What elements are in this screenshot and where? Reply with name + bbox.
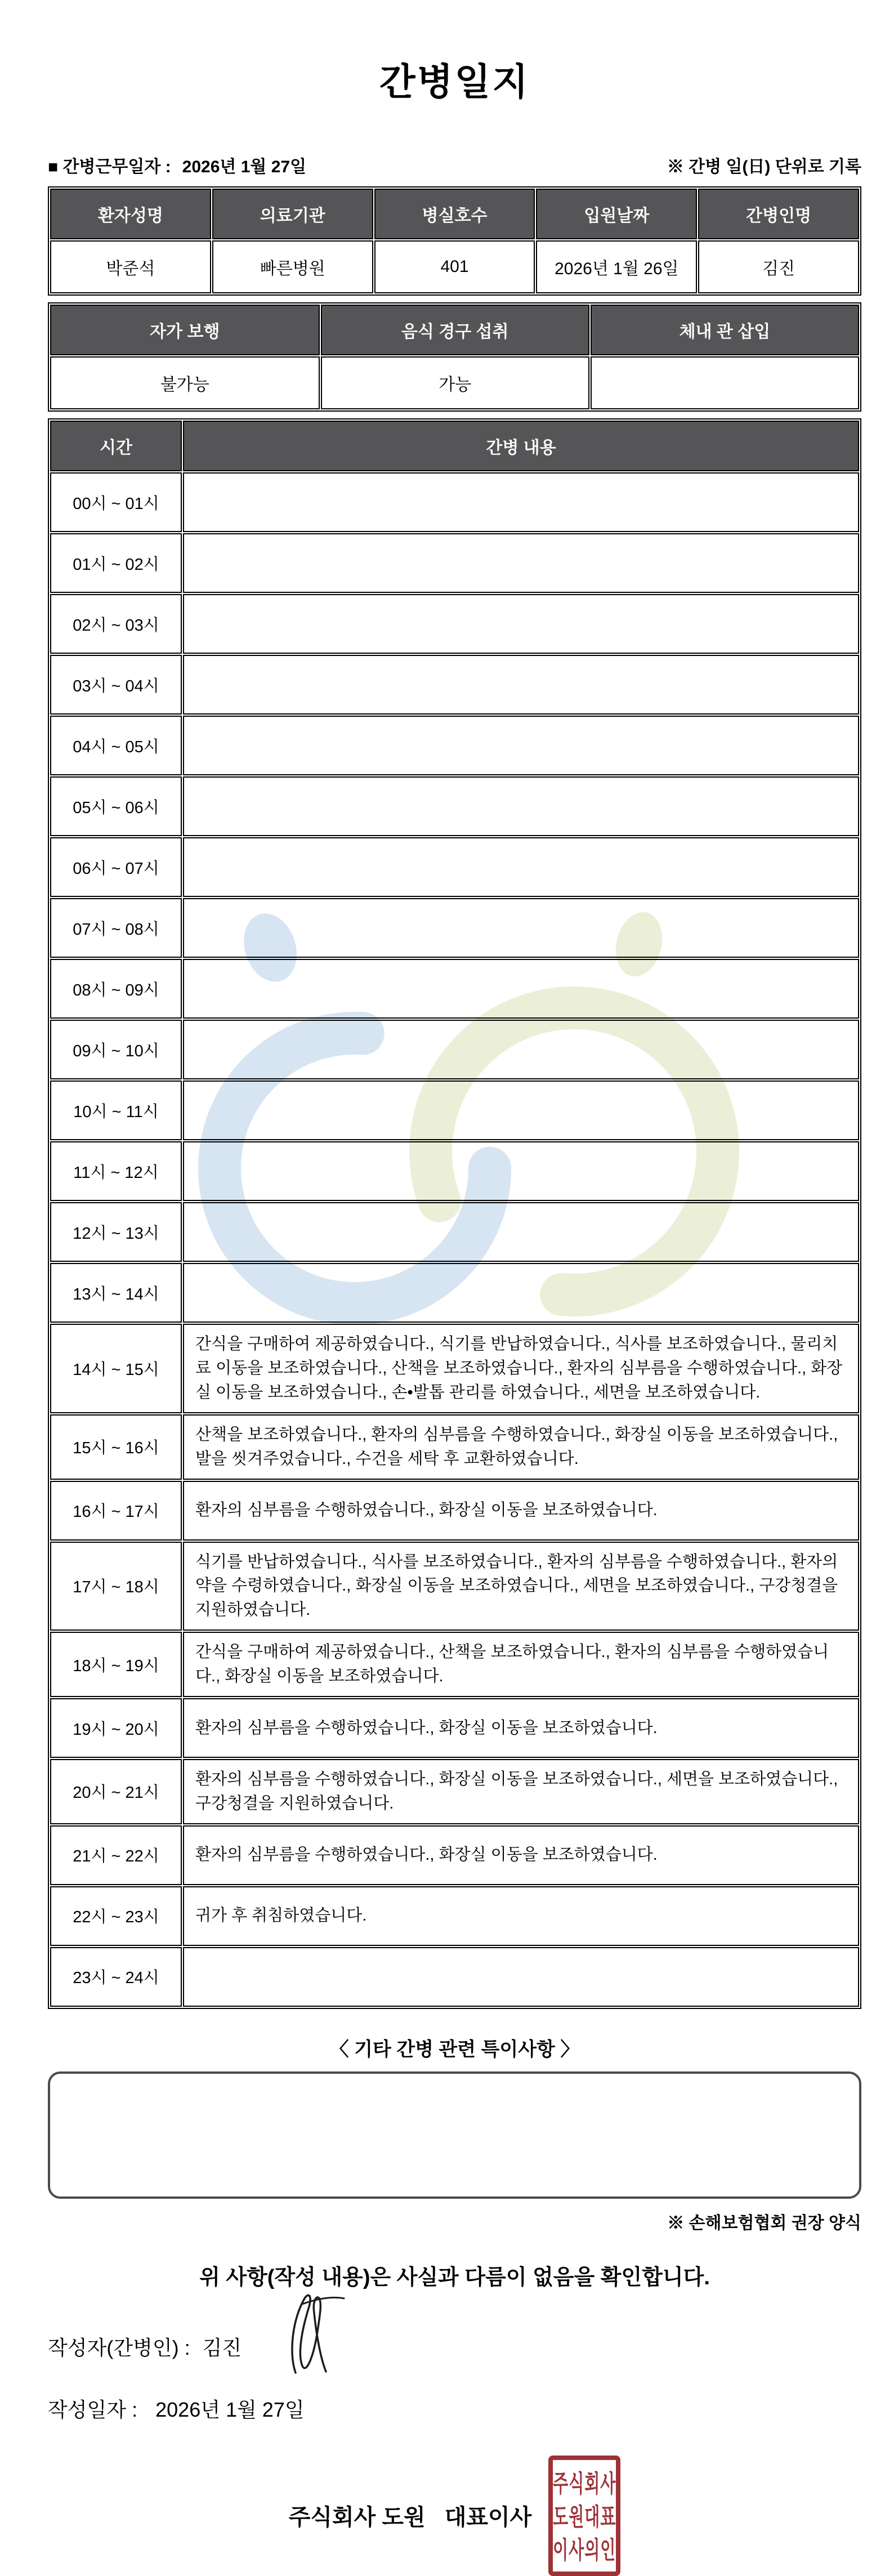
care-row-11 (50, 1141, 859, 1201)
status-header-tube: 체내 관 삽입 (591, 305, 859, 355)
stamp-line: 도원대표 (553, 2503, 616, 2531)
care-content: 간식을 구매하여 제공하였습니다., 식기를 반납하였습니다., 식사를 보조하였습니다., 물리치료 이동을 보조하였습니다., 산책을 보조하였습니다., 환자의 심부름을 수행하였습니다., 화장실 이동을 보조하였습니다., 손•발톱 관리를 하였습니다., 세면을 보조하였습니다. (183, 1324, 859, 1413)
care-time: 22시 ~ 23시 (50, 1886, 182, 1946)
page-title: 간병일지 (379, 61, 530, 102)
table-gap (48, 296, 861, 302)
care-content (183, 716, 859, 775)
extra-notes-box (48, 2071, 861, 2199)
info-header-hospital: 의료기관 (212, 189, 373, 239)
care-row-12 (50, 1202, 859, 1262)
care-time: 14시 ~ 15시 (50, 1324, 182, 1413)
care-row-04 (50, 716, 859, 775)
care-time: 01시 ~ 02시 (50, 533, 182, 593)
writer-signature-icon (274, 2287, 347, 2377)
care-content (183, 1202, 859, 1262)
care-time: 06시 ~ 07시 (50, 837, 182, 897)
stamp-line: 주식회사 (553, 2470, 616, 2497)
written-date-value: 2026년 1월 27일 (155, 2398, 305, 2421)
patient-status-table (48, 302, 861, 412)
admission-date-value: 2026년 1월 26일 (536, 240, 697, 293)
extra-notes-heading: 〈 기타 간병 관련 특이사항 〉 (329, 2038, 580, 2060)
walking-value: 불가능 (50, 356, 320, 409)
care-row-18 (50, 1632, 859, 1697)
care-row-05 (50, 776, 859, 836)
care-row-14 (50, 1324, 859, 1413)
care-time: 17시 ~ 18시 (50, 1542, 182, 1631)
care-content (183, 1947, 859, 2007)
form-note: ※ 손해보험협회 권장 양식 (667, 2213, 861, 2233)
work-date (48, 153, 306, 177)
care-content (183, 776, 859, 836)
care-content (183, 1141, 859, 1201)
care-row-02 (50, 594, 859, 654)
care-time: 09시 ~ 10시 (50, 1020, 182, 1079)
care-row-23 (50, 1947, 859, 2007)
care-time: 15시 ~ 16시 (50, 1414, 182, 1480)
confirmation-statement: 위 사항(작성 내용)은 사실과 다름이 없음을 확인합니다. (199, 2265, 710, 2289)
care-row-01 (50, 533, 859, 593)
care-time: 19시 ~ 20시 (50, 1698, 182, 1758)
care-row-07 (50, 898, 859, 958)
caregiver-value: 김진 (698, 240, 859, 293)
care-row-19 (50, 1698, 859, 1758)
info-header-room: 병실호수 (374, 189, 535, 239)
status-header-walking: 자가 보행 (50, 305, 320, 355)
meta-row (48, 153, 861, 177)
care-content: 환자의 심부름을 수행하였습니다., 화장실 이동을 보조하였습니다. (183, 1698, 859, 1758)
care-content (183, 959, 859, 1019)
work-date-label: ■ 간병근무일자 : (48, 158, 171, 176)
room-value: 401 (374, 240, 535, 293)
care-header-content: 간병 내용 (183, 421, 859, 471)
info-header-patient-name: 환자성명 (50, 189, 211, 239)
care-time: 07시 ~ 08시 (50, 898, 182, 958)
care-content (183, 837, 859, 897)
written-date-label: 작성일자 : (48, 2398, 138, 2421)
care-row-09 (50, 1020, 859, 1079)
care-row-00 (50, 472, 859, 532)
hospital-value: 빠른병원 (212, 240, 373, 293)
care-content (183, 472, 859, 532)
care-time: 16시 ~ 17시 (50, 1481, 182, 1541)
care-time: 10시 ~ 11시 (50, 1081, 182, 1140)
care-content: 환자의 심부름을 수행하였습니다., 화장실 이동을 보조하였습니다., 세면을 보조하였습니다., 구강청결을 지원하였습니다. (183, 1759, 859, 1824)
care-content: 귀가 후 취침하였습니다. (183, 1886, 859, 1946)
company-name: 주식회사 도원 (288, 2505, 426, 2530)
writer-name: 김진 (202, 2336, 242, 2360)
writer-label: 작성자(간병인) : (48, 2336, 190, 2360)
care-header-row (50, 421, 859, 471)
care-row-16 (50, 1481, 859, 1541)
care-row-08 (50, 959, 859, 1019)
care-log-table (48, 418, 861, 2009)
care-row-10 (50, 1081, 859, 1140)
care-row-21 (50, 1825, 859, 1885)
company-row (48, 2456, 861, 2576)
care-time: 05시 ~ 06시 (50, 776, 182, 836)
company-title: 대표이사 (444, 2505, 532, 2530)
work-date-value: 2026년 1월 27일 (182, 158, 307, 176)
care-time: 20시 ~ 21시 (50, 1759, 182, 1824)
care-time: 03시 ~ 04시 (50, 655, 182, 715)
oral-intake-value: 가능 (321, 356, 589, 409)
stamp-line: 이사의인 (553, 2537, 616, 2564)
care-content (183, 898, 859, 958)
care-row-03 (50, 655, 859, 715)
info-header-row (50, 189, 859, 239)
care-time: 08시 ~ 09시 (50, 959, 182, 1019)
care-time: 00시 ~ 01시 (50, 472, 182, 532)
care-content (183, 1081, 859, 1140)
care-time: 04시 ~ 05시 (50, 716, 182, 775)
info-header-caregiver: 간병인명 (698, 189, 859, 239)
care-time: 23시 ~ 24시 (50, 1947, 182, 2007)
care-content (183, 594, 859, 654)
writer-line (48, 2316, 861, 2377)
tube-value (591, 356, 859, 409)
table-gap (48, 412, 861, 418)
patient-info-table (48, 186, 861, 296)
care-row-15 (50, 1414, 859, 1480)
corporate-seal-stamp (548, 2456, 620, 2576)
care-content (183, 655, 859, 715)
care-time: 18시 ~ 19시 (50, 1632, 182, 1697)
care-time: 21시 ~ 22시 (50, 1825, 182, 1885)
care-row-17 (50, 1542, 859, 1631)
care-row-20 (50, 1759, 859, 1824)
care-content: 간식을 구매하여 제공하였습니다., 산책을 보조하였습니다., 환자의 심부름을 수행하였습니다., 화장실 이동을 보조하였습니다. (183, 1632, 859, 1697)
status-header-oral-intake: 음식 경구 섭취 (321, 305, 589, 355)
care-content: 식기를 반납하였습니다., 식사를 보조하였습니다., 환자의 심부름을 수행하였습니다., 환자의 약을 수령하였습니다., 화장실 이동을 보조하였습니다., 세면을 보조하였습니다., 구강청결을 지원하였습니다. (183, 1542, 859, 1631)
care-content (183, 533, 859, 593)
care-content: 환자의 심부름을 수행하였습니다., 화장실 이동을 보조하였습니다. (183, 1825, 859, 1885)
care-content: 산책을 보조하였습니다., 환자의 심부름을 수행하였습니다., 화장실 이동을 보조하였습니다., 발을 씻겨주었습니다., 수건을 세탁 후 교환하였습니다. (183, 1414, 859, 1480)
care-time: 12시 ~ 13시 (50, 1202, 182, 1262)
care-header-time: 시간 (50, 421, 182, 471)
unit-note: ※ 간병 일(日) 단위로 기록 (667, 158, 861, 176)
info-value-row (50, 240, 859, 293)
patient-name-value: 박준석 (50, 240, 211, 293)
care-log-section (48, 418, 861, 2009)
info-header-admission-date: 입원날짜 (536, 189, 697, 239)
care-time: 13시 ~ 14시 (50, 1263, 182, 1323)
care-row-22 (50, 1886, 859, 1946)
written-date-line (48, 2394, 861, 2423)
care-content: 환자의 심부름을 수행하였습니다., 화장실 이동을 보조하였습니다. (183, 1481, 859, 1541)
care-time: 02시 ~ 03시 (50, 594, 182, 654)
care-row-13 (50, 1263, 859, 1323)
care-content (183, 1263, 859, 1323)
status-value-row (50, 356, 859, 409)
care-time: 11시 ~ 12시 (50, 1141, 182, 1201)
status-header-row (50, 305, 859, 355)
care-content (183, 1020, 859, 1079)
care-row-06 (50, 837, 859, 897)
